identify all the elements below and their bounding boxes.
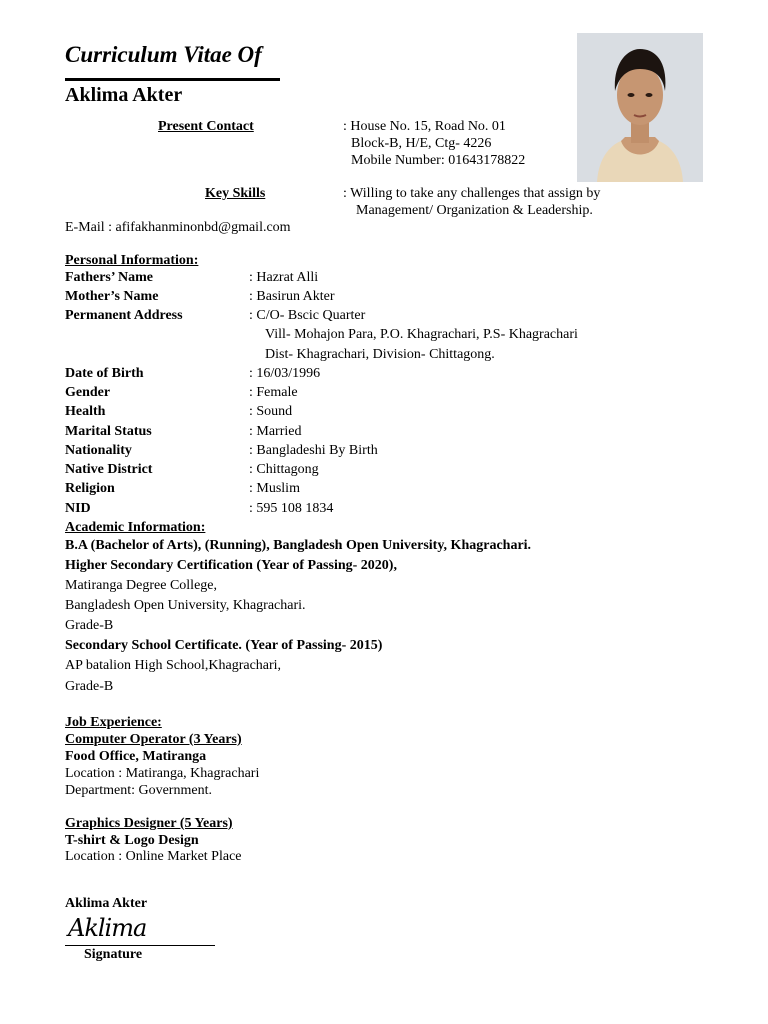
personal-value: : Female bbox=[249, 385, 298, 400]
job-experience-heading: Job Experience: bbox=[65, 715, 162, 730]
job-title: Computer Operator (3 Years) bbox=[65, 732, 242, 747]
personal-value: : Bangladeshi By Birth bbox=[249, 443, 378, 458]
academic-line: Matiranga Degree College, bbox=[65, 578, 217, 593]
portrait-image bbox=[577, 33, 703, 182]
personal-label: Native District bbox=[65, 462, 153, 477]
personal-value: : Married bbox=[249, 424, 302, 439]
email-text: E-Mail : afifakhanminonbd@gmail.com bbox=[65, 220, 291, 235]
cv-title: Curriculum Vitae Of bbox=[65, 42, 262, 67]
address-line: Dist- Khagrachari, Division- Chittagong. bbox=[265, 347, 495, 362]
personal-info-heading: Personal Information: bbox=[65, 253, 199, 268]
academic-line: Grade-B bbox=[65, 679, 114, 694]
academic-heading: Academic Information: bbox=[65, 520, 206, 535]
personal-value: : C/O- Bscic Quarter bbox=[249, 308, 366, 323]
contact-line: Mobile Number: 01643178822 bbox=[351, 153, 526, 168]
personal-label: NID bbox=[65, 501, 91, 516]
handwritten-signature: Aklima bbox=[68, 914, 147, 942]
academic-line: Grade-B bbox=[65, 618, 114, 633]
academic-line: Higher Secondary Certification (Year of Passing- 2020), bbox=[65, 558, 397, 573]
personal-value: : Sound bbox=[249, 404, 293, 419]
job-department: Department: Government. bbox=[65, 783, 212, 798]
personal-label: Mother’s Name bbox=[65, 289, 159, 304]
signature-label: Signature bbox=[84, 947, 143, 962]
personal-value: : Basirun Akter bbox=[249, 289, 335, 304]
personal-value: : Chittagong bbox=[249, 462, 319, 477]
footer-name: Aklima Akter bbox=[65, 896, 148, 911]
present-contact-label: Present Contact bbox=[158, 119, 254, 134]
title-underline bbox=[65, 78, 280, 81]
personal-label: Nationality bbox=[65, 443, 132, 458]
personal-label: Gender bbox=[65, 385, 111, 400]
skills-line: : Willing to take any challenges that assign by bbox=[343, 186, 601, 201]
academic-line: Bangladesh Open University, Khagrachari. bbox=[65, 598, 306, 613]
skills-line: Management/ Organization & Leadership. bbox=[356, 203, 593, 218]
personal-label: Health bbox=[65, 404, 106, 419]
job-org: T-shirt & Logo Design bbox=[65, 833, 199, 848]
academic-line: Secondary School Certificate. (Year of Passing- 2015) bbox=[65, 638, 383, 653]
candidate-name: Aklima Akter bbox=[65, 84, 183, 106]
personal-label: Marital Status bbox=[65, 424, 152, 439]
personal-value: : Muslim bbox=[249, 481, 300, 496]
profile-photo bbox=[577, 33, 703, 182]
job-title: Graphics Designer (5 Years) bbox=[65, 816, 233, 831]
job-location: Location : Online Market Place bbox=[65, 849, 242, 864]
personal-value: : 595 108 1834 bbox=[249, 501, 334, 516]
job-location: Location : Matiranga, Khagrachari bbox=[65, 766, 260, 781]
personal-value: : Hazrat Alli bbox=[249, 270, 319, 285]
contact-line: : House No. 15, Road No. 01 bbox=[343, 119, 506, 134]
academic-line: B.A (Bachelor of Arts), (Running), Bangladesh Open University, Khagrachari. bbox=[65, 538, 532, 553]
job-org: Food Office, Matiranga bbox=[65, 749, 207, 764]
address-line: Vill- Mohajon Para, P.O. Khagrachari, P.S- Khagrachari bbox=[265, 327, 578, 342]
academic-line: AP batalion High School,Khagrachari, bbox=[65, 658, 282, 673]
contact-line: Block-B, H/E, Ctg- 4226 bbox=[351, 136, 492, 151]
key-skills-label: Key Skills bbox=[205, 186, 266, 201]
personal-label: Date of Birth bbox=[65, 366, 144, 381]
personal-label: Permanent Address bbox=[65, 308, 183, 323]
personal-label: Religion bbox=[65, 481, 115, 496]
personal-value: : 16/03/1996 bbox=[249, 366, 321, 381]
personal-label: Fathers’ Name bbox=[65, 270, 153, 285]
